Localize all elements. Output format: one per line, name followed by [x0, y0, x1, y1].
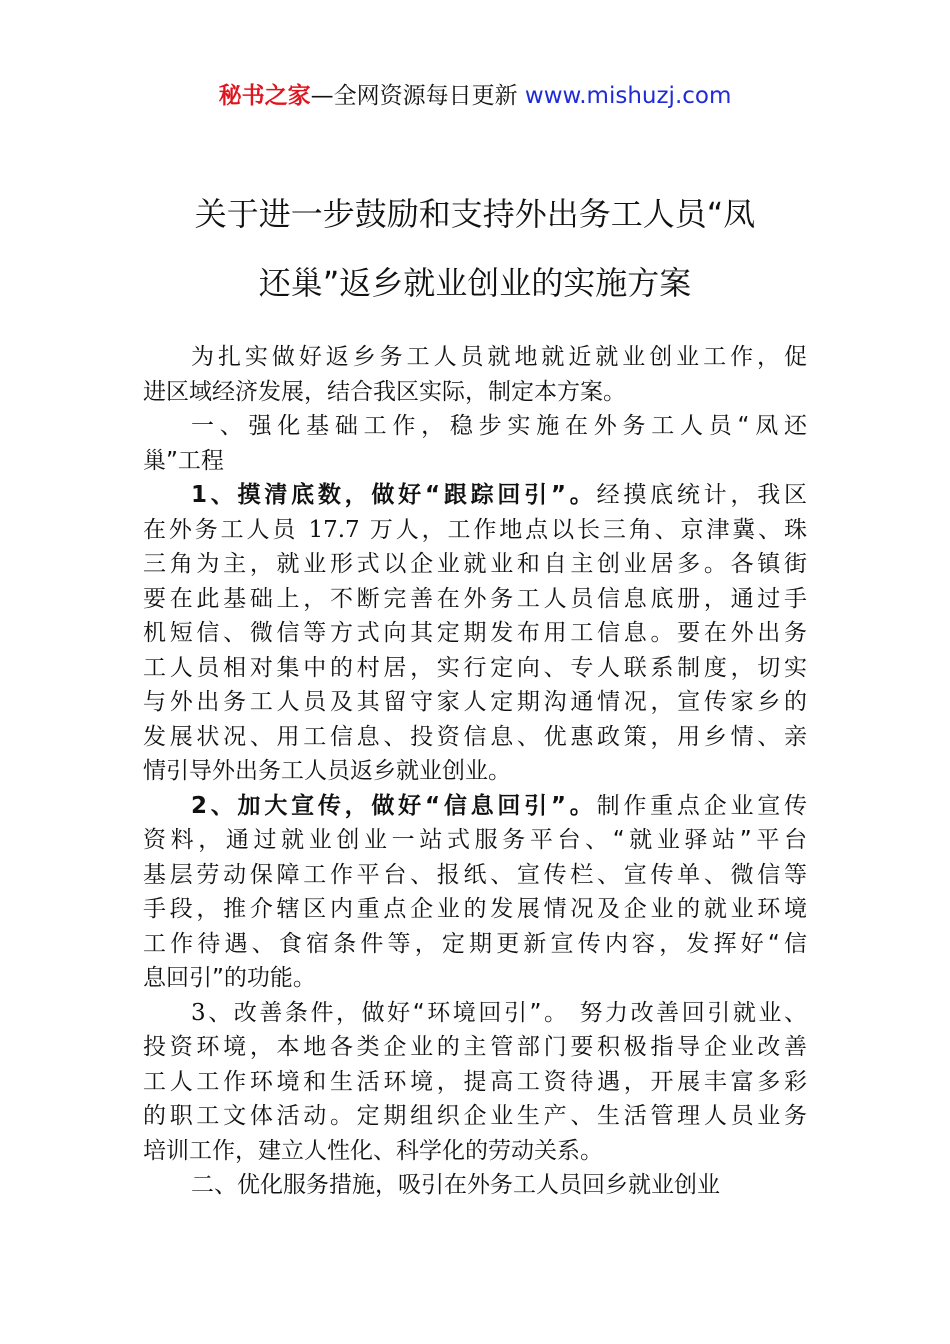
item-3-paragraph: [143, 996, 807, 1169]
item-1-heading: 1、摸清底数，做好“跟踪回引”。: [191, 482, 597, 508]
text-segment: 在外务工人员: [143, 516, 309, 543]
text-line: 基层劳动保障工作平台、报纸、宣传栏、宣传单、微信等: [143, 861, 807, 888]
document-title: [120, 180, 830, 318]
text-line: 进区域经济发展，结合我区实际，制定本方案。: [143, 378, 626, 405]
text-line: 息回引”的功能。: [143, 965, 316, 991]
text-line: 培训工作，建立人性化、科学化的劳动关系。: [143, 1137, 603, 1164]
text-line: 情引导外出务工人员返乡就业创业。: [143, 758, 511, 784]
title-line-2: 还巢”返乡就业创业的实施方案: [258, 264, 692, 302]
item-3-number: 3: [191, 999, 206, 1026]
document-body: [143, 340, 807, 1203]
text-line: [143, 478, 807, 513]
text-line: 投资环境，本地各类企业的主管部门要积极指导企业改善: [143, 1034, 807, 1060]
text-line: 资料，通过就业创业一站式服务平台、“就业驿站”平台: [143, 827, 807, 853]
text-line: 工人工作环境和生活环境，提高工资待遇，开展丰富多彩: [143, 1068, 807, 1095]
text-line: 一、强化基础工作，稳步实施在外务工人员“凤还: [191, 413, 807, 439]
text-line: [143, 513, 807, 548]
section-heading-1: [143, 409, 807, 478]
header-slogan: —全网资源每日更新: [310, 83, 525, 109]
worker-count: 17.7: [308, 516, 360, 543]
text-line: 二、优化服务措施，吸引在外务工人员回乡就业创业: [191, 1172, 720, 1198]
text-line: [143, 789, 807, 824]
text-line: 与外出务工人员及其留守家人定期沟通情况，宣传家乡的: [143, 689, 807, 715]
item-3-text: 、改善条件，做好“环境回引”。 努力改善回引就业、: [205, 999, 807, 1026]
item-2-heading: 2、加大宣传，做好“信息回引”。: [191, 792, 597, 819]
title-line-1: 关于进一步鼓励和支持外出务工人员“凤: [194, 195, 756, 233]
text-line: 手段，推介辖区内重点企业的发展情况及企业的就业环境: [143, 896, 807, 922]
text-line: 工人员相对集中的村居，实行定向、专人联系制度，切实: [143, 654, 807, 681]
text-line: 巢”工程: [143, 447, 224, 474]
text-segment: 万人，工作地点以长三角、京津冀、珠: [359, 516, 807, 543]
brand-name: 秘书之家: [218, 83, 311, 109]
text-line: 三角为主，就业形式以企业就业和自主创业居多。各镇街: [143, 551, 807, 577]
text-line: 的职工文体活动。定期组织企业生产、生活管理人员业务: [143, 1103, 807, 1129]
site-url-link[interactable]: www.mishuzj.com: [524, 83, 732, 109]
item-1-text: 经摸底统计，我区: [596, 482, 807, 508]
item-2-paragraph: [143, 789, 807, 996]
item-1-paragraph: [143, 478, 807, 789]
site-header: [0, 80, 950, 112]
text-line: 工作待遇、食宿条件等，定期更新宣传内容，发挥好“信: [143, 930, 807, 957]
intro-paragraph: [143, 340, 807, 409]
text-line: 机短信、微信等方式向其定期发布用工信息。要在外出务: [143, 620, 807, 646]
text-line: [143, 996, 807, 1031]
item-2-text: 制作重点企业宣传: [596, 792, 807, 819]
text-line: 为扎实做好返乡务工人员就地就近就业创业工作，促: [191, 344, 807, 370]
text-line: 要在此基础上，不断完善在外务工人员信息底册，通过手: [143, 585, 807, 612]
text-line: 发展状况、用工信息、投资信息、优惠政策，用乡情、亲: [143, 723, 807, 750]
section-heading-2: [143, 1168, 807, 1203]
